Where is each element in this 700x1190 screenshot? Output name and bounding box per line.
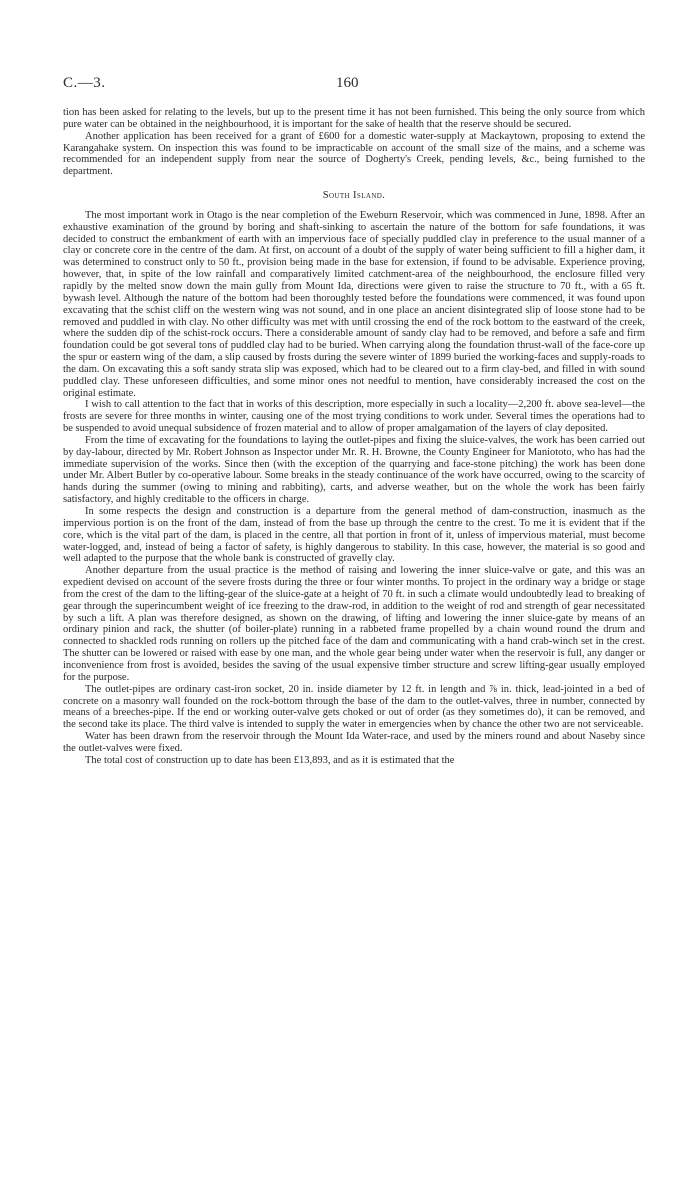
document-code: C.—3.: [63, 75, 106, 91]
paragraph: In some respects the design and construction is a departure from the general method of dam-construction, inasmuch as the impervious portion is on the front of the dam, instead of from the base up through the centre to the crest. To me it is evident that if the core, which is the vital part of the dam, is placed in the centre, all that portion in front of it, unless of impervious material, must become water-logged, and, instead of being a factor of safety, is highly dangerous to stability. In this case, however, the material is so good and well adapted to the purpose that the whole bank is constructed of gravelly clay.: [63, 506, 645, 565]
paragraph: From the time of excavating for the foundations to laying the outlet-pipes and fixing the sluice-valves, the work has been carried out by day-labour, directed by Mr. Robert Johnson as Inspector under Mr. R. H. Browne, the County Engineer for Maniototo, who has had the immediate supervision of the works. Since then (with the exception of the quarrying and face-stone pitching) the work has been done under Mr. Albert Butler by co-operative labour. Some breaks in the steady continuance of the work have occurred, owing to the scarcity of hands during the summer (owing to mining and rabbiting), carts, and adverse weather, but on the whole the work has been fairly satisfactory, and highly creditable to the officers in charge.: [63, 434, 645, 506]
paragraph: The total cost of construction up to date has been £13,893, and as it is estimated that the: [85, 754, 455, 766]
paragraph: Water has been drawn from the reservoir through the Mount Ida Water-race, and used by the miners round and about Naseby since the outlet-valves were fixed.: [63, 731, 645, 754]
section-heading: South Island.: [322, 190, 386, 202]
paragraph: I wish to call attention to the fact that in works of this description, more especially in such a locality—2,200 ft. above sea-level—the frosts are severe for three months in winter, causing one of the most trying conditions to work under. Several times the operations had to be suspended to avoid unequal subsidence of frozen material and to allow of proper amalgamation of the layers of clay deposited.: [63, 399, 645, 435]
paragraph: The most important work in Otago is the near completion of the Eweburn Reservoir, which was commenced in June, 1898. After an exhaustive examination of the ground by boring and shaft-sinking to ascertain the nature of the bottom for safe foundations, it was decided to construct the embankment of earth with an impervious face of specially puddled clay in preference to the usual manner of a clay or concrete core in the centre of the dam. At first, on account of a doubt of the supply of water being sufficient to fill a higher dam, it was determined to construct only to 50 ft., provision being made in the base for extension, if found to be advisable. Experience proving, however, that, in spite of the low rainfall and comparatively limited catchment-area of the neighbourhood, the enclosure filled very rapidly by the melted snow down the main gully from Mount Ida, directions were given to raise the structure to 70 ft., with a 65 ft. bywash level. Although the nature of the bottom had been thoroughly tested before the foundations were commenced, it was found upon excavating that the schist cliff on the western wing was not sound, and in one place an ancient disintegrated slip of loose stone had to be removed and puddled in with clay. No other difficulty was met with until crossing the end of the rock bottom to the eastward of the creek, where the sudden dip of the schist-rock occurs. There a considerable amount of sandy clay had to be removed, and before a safe and firm foundation could be got several tons of puddled clay had to be buried. When carrying along the foundation thrust-wall of the face-core up the spur or eastern wing of the dam, a slip caused by frosts during the severe winter of 1899 buried the working-faces and supply-roads to the dam. On excavating this a soft sandy strata slip was exposed, which had to be cleared out to a firm clay-bed, and filled in with sound puddled clay. These unforeseen difficulties, and some minor ones not needful to mention, have considerably increased the cost on the original estimate.: [63, 209, 645, 399]
paragraph: Another departure from the usual practice is the method of raising and lowering the inner sluice-valve or gate, and this was an expedient devised on account of the severe frosts during the three or four winter months. To project in the ordinary way a bridge or stage from the crest of the dam to the lifting-gear of the sluice-gate at a height of 70 ft. in such a climate would undoubtedly lead to breaking of gear through the superincumbent weight of ice freezing to the draw-rod, in addition to the weight of rod and strength of gear necessitated by such a lift. A plan was therefore designed, as shown on the drawing, of lifting and lowering the inner sluice-gate by means of an ordinary pinion and rack, the shutter (of boiler-plate) running in a rabbeted frame propelled by a chain wound round the drum and connected to shackled rods running on rollers up the pitched face of the dam and communicating with a hand crab-winch set in the crest. The shutter can be lowered or raised with ease by one man, and the whole gear being under water when the reservoir is full, any danger or inconvenience from frost is avoided, besides the saving of the usual expensive timber structure and screw lifting-gear usually employed for the purpose.: [63, 565, 645, 683]
paragraph: Another application has been received for a grant of £600 for a domestic water-supply at Mackaytown, proposing to extend the Karangahake system. On inspection this was found to be impracticable on account of the small size of the mains, and a scheme was recommended for an independent supply from near the source of Dogherty's Creek, pending levels, &c., being furnished to the department.: [63, 130, 645, 178]
paragraph: tion has been asked for relating to the levels, but up to the present time it has not been furnished. This being the only source from which pure water can be obtained in the neighbourhood, it is important for the sake of health that the reserve should be secured.: [63, 107, 645, 130]
document-body: [63, 107, 645, 767]
page-number: 160: [336, 75, 359, 91]
paragraph: The outlet-pipes are ordinary cast-iron socket, 20 in. inside diameter by 12 ft. in length and ⅞ in. thick, lead-jointed in a bed of concrete on a masonry wall founded on the rock-bottom through the base of the dam to the outlet-valves, three in number, connected by means of a breeches-pipe. If the end or working outer-valve gets choked or out of order (as they sometimes do), it can be removed, and the second take its place. The third valve is intended to supply the water in emergencies when by chance the other two are not serviceable.: [63, 683, 645, 731]
